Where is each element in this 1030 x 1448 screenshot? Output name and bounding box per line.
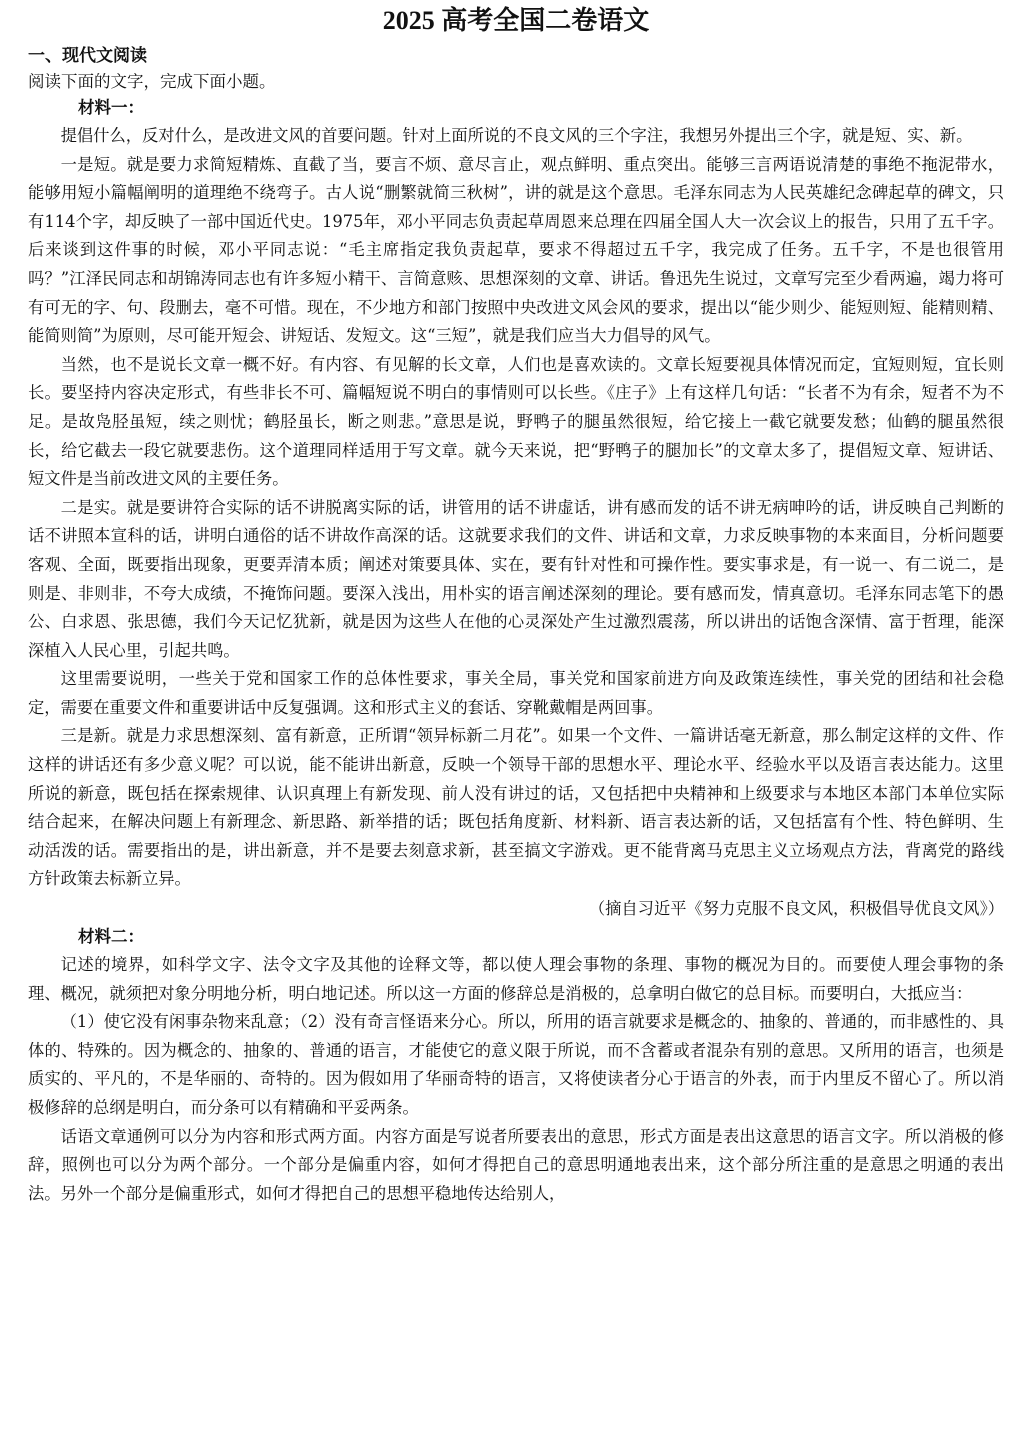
reading-instruction: 阅读下面的文字，完成下面小题。 — [28, 72, 276, 91]
material-1-source: （摘自习近平《努力克服不良文风，积极倡导优良文风》） — [588, 899, 1004, 919]
material-1-paragraph: 提倡什么，反对什么，是改进文风的首要问题。针对上面所说的不良文风的三个字注，我想另外提出三个字，就是短、实、新。 — [60, 126, 973, 145]
material-1 — [28, 94, 1004, 923]
material-1-paragraph: 二是实。就是要讲符合实际的话不讲脱离实际的话，讲管用的话不讲虚话，讲有感而发的话不讲无病呻吟的话，讲反映自己判断的话不讲照本宣科的话，讲明白通俗的话不讲故作高深的话。这就要求我们的文件、讲话和文章，力求反映事物的本来面目，分析问题要客观、全面，既要指出现象，更要弄清本质；阐述对策要具体、实在，要有针对性和可操作性。要实事求是，有一说一、有二说二，是则是、非则非，不夸大成绩，不掩饰问题。要深入浅出，用朴实的语言阐述深刻的理论。要有感而发，情真意切。毛泽东同志笔下的愚公、白求恩、张思德，我们今天记忆犹新，就是因为这些人在他的心灵深处产生过激烈震荡，所以讲出的话饱含深情、富于哲理，能深深植入人民心里，引起共鸣。 — [28, 497, 1004, 660]
material-2 — [28, 923, 1004, 1208]
material-1-paragraph: 这里需要说明，一些关于党和国家工作的总体性要求，事关全局，事关党和国家前进方向及政策连续性，事关党的团结和社会稳定，需要在重要文件和重要讲话中反复强调。这和形式主义的套话、穿靴戴帽是两回事。 — [28, 669, 1004, 717]
material-1-paragraph: 一是短。就是要力求简短精炼、直截了当，要言不烦、意尽言止，观点鲜明、重点突出。能够三言两语说清楚的事绝不拖泥带水，能够用短小篇幅阐明的道理绝不绕弯子。古人说“删繁就简三秋树”，讲的就是这个意思。毛泽东同志为人民英雄纪念碑起草的碑文，只有114个字，却反映了一部中国近代史。1975年，邓小平同志负责起草周恩来总理在四届全国人大一次会议上的报告，只用了五千字。后来谈到这件事的时候，邓小平同志说：“毛主席指定我负责起草，要求不得超过五千字，我完成了任务。五千字，不是也很管用吗？”江泽民同志和胡锦涛同志也有许多短小精干、言简意赅、思想深刻的文章、讲话。鲁迅先生说过，文章写完至少看两遍，竭力将可有可无的字、句、段删去，毫不可惜。现在，不少地方和部门按照中央改进文风会风的要求，提出以“能少则少、能短则短、能精则精、能简则简”为原则，尽可能开短会、讲短话、发短文。这“三短”，就是我们应当大力倡导的风气。 — [28, 154, 1004, 346]
material-2-paragraph: （1）使它没有闲事杂物来乱意；（2）没有奇言怪语来分心。所以，所用的语言就要求是概念的、抽象的、普通的，而非感性的、具体的、特殊的。因为概念的、抽象的、普通的语言，才能使它的意义限于所说，而不含蓄或者混杂有别的意思。又所用的语言，也须是质实的、平凡的，不是华丽的、奇特的。因为假如用了华丽奇特的语言，又将使读者分心于语言的外表，而于内里反不留心了。所以消极修辞的总纲是明白，而分条可以有精确和平妥两条。 — [28, 1012, 1004, 1117]
page-title: 2025 高考全国二卷语文 — [382, 6, 650, 35]
section-heading: 一、现代文阅读 — [28, 46, 147, 66]
material-1-paragraph: 当然，也不是说长文章一概不好。有内容、有见解的长文章，人们也是喜欢读的。文章长短要视具体情况而定，宜短则短，宜长则长。要坚持内容决定形式，有些非长不可、篇幅短说不明白的事情则可以长些。《庄子》上有这样几句话：“长者不为有余，短者不为不足。是故凫胫虽短，续之则忧；鹤胫虽长，断之则悲。”意思是说，野鸭子的腿虽然很短，给它接上一截它就要发愁；仙鹤的腿虽然很长，给它截去一段它就要悲伤。这个道理同样适用于写文章。就今天来说，把“野鸭子的腿加长”的文章太多了，提倡短文章、短讲话、短文件是当前改进文风的主要任务。 — [28, 354, 1004, 489]
material-2-paragraph: 话语文章通例可以分为内容和形式两方面。内容方面是写说者所要表出的意思，形式方面是表出这意思的语言文字。所以消极的修辞，照例也可以分为两个部分。一个部分是偏重内容，如何才得把自己的意思明通地表出来，这个部分所注重的是意思之明通的表出法。另外一个部分是偏重形式，如何才得把自己的思想平稳地传达给别人， — [28, 1126, 1004, 1203]
material-1-paragraph: 三是新。就是力求思想深刻、富有新意，正所谓“领异标新二月花”。如果一个文件、一篇讲话毫无新意，那么制定这样的文件、作这样的讲话还有多少意义呢？可以说，能不能讲出新意，反映一个领导干部的思想水平、理论水平、经验水平以及语言表达能力。这里所说的新意，既包括在探索规律、认识真理上有新发现、前人没有讲过的话，又包括把中央精神和上级要求与本地区本部门本单位实际结合起来，在解决问题上有新理念、新思路、新举措的话；既包括角度新、材料新、语言表达新的话，又包括富有个性、特色鲜明、生动活泼的话。需要指出的是，讲出新意，并不是要去刻意求新，甚至搞文字游戏。更不能背离马克思主义立场观点方法，背离党的路线方针政策去标新立异。 — [28, 726, 1004, 889]
material-2-paragraph: 记述的境界，如科学文字、法令文字及其他的诠释文等，都以使人理会事物的条理、事物的概况为目的。而要使人理会事物的条理、概况，就须把对象分明地分析，明白地记述。所以这一方面的修辞总是消极的，总拿明白做它的总目标。而要明白，大抵应当： — [28, 955, 1004, 1003]
material-1-label: 材料一： — [78, 98, 144, 117]
material-2-label: 材料二： — [78, 927, 144, 947]
